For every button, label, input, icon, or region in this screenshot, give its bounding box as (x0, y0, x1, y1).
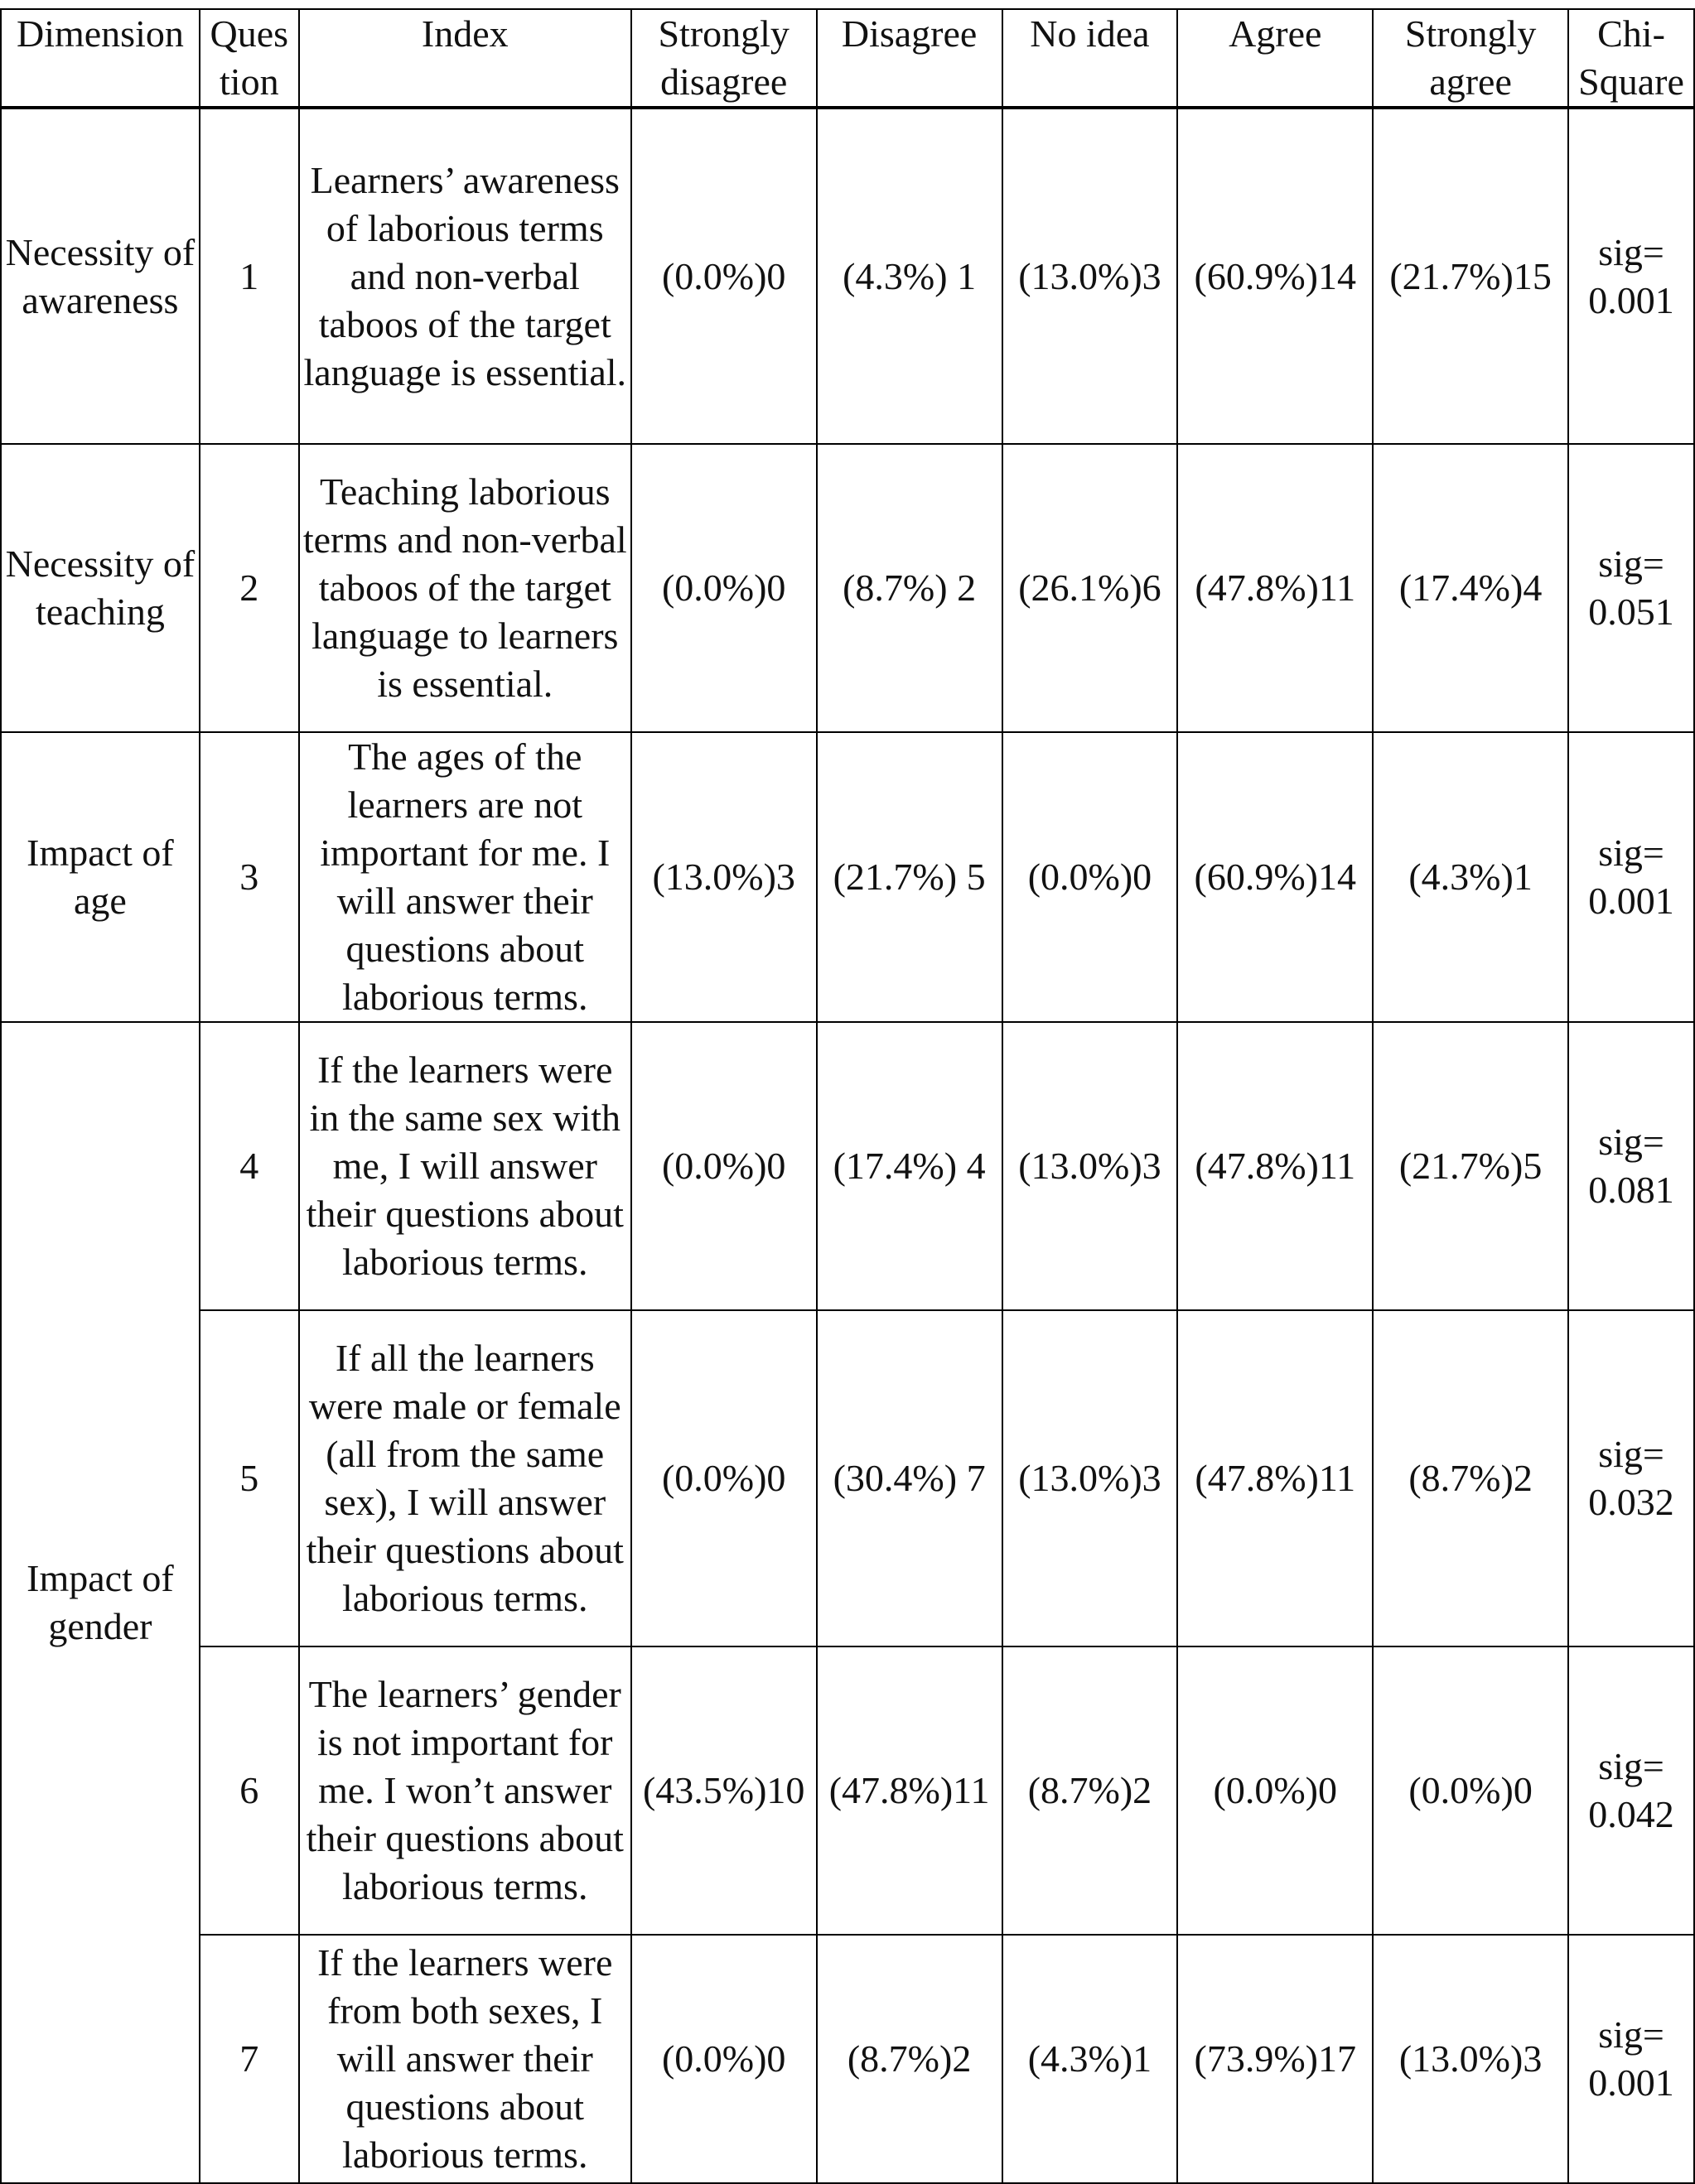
cell-no-idea: (8.7%)2 (1002, 1646, 1178, 1935)
cell-no-idea: (13.0%)3 (1002, 108, 1178, 444)
header-chi-square: Chi-Square (1568, 9, 1694, 108)
cell-agree: (60.9%)14 (1177, 108, 1373, 444)
cell-strongly-agree: (17.4%)4 (1373, 444, 1568, 732)
header-row (1, 9, 1694, 108)
header-agree: Agree (1177, 9, 1373, 108)
cell-agree: (60.9%)14 (1177, 732, 1373, 1022)
cell-disagree: (4.3%) 1 (817, 108, 1002, 444)
cell-dimension-merged: Impact of gender (1, 1022, 200, 2183)
cell-agree: (47.8%)11 (1177, 1022, 1373, 1310)
survey-results-table (0, 8, 1695, 2184)
table-row (1, 1935, 1694, 2183)
cell-question: 1 (200, 108, 299, 444)
cell-chi-square: sig= 0.032 (1568, 1310, 1694, 1646)
cell-strongly-disagree: (13.0%)3 (631, 732, 817, 1022)
header-strongly-disagree: Strongly disagree (631, 9, 817, 108)
header-index: Index (299, 9, 631, 108)
cell-strongly-agree: (21.7%)5 (1373, 1022, 1568, 1310)
cell-disagree: (8.7%)2 (817, 1935, 1002, 2183)
cell-index: If the learners were in the same sex with me, I will answer their questions about laborious terms. (299, 1022, 631, 1310)
header-dimension: Dimension (1, 9, 200, 108)
cell-strongly-disagree: (43.5%)10 (631, 1646, 817, 1935)
table-row (1, 444, 1694, 732)
table-row (1, 1310, 1694, 1646)
table-row (1, 1646, 1694, 1935)
cell-agree: (73.9%)17 (1177, 1935, 1373, 2183)
header-question: Ques tion (200, 9, 299, 108)
cell-strongly-disagree: (0.0%)0 (631, 1310, 817, 1646)
header-strongly-agree: Strongly agree (1373, 9, 1568, 108)
cell-disagree: (30.4%) 7 (817, 1310, 1002, 1646)
cell-index: Learners’ awareness of laborious terms and non-verbal taboos of the target language is essential. (299, 108, 631, 444)
cell-disagree: (8.7%) 2 (817, 444, 1002, 732)
cell-dimension: Necessity of awareness (1, 108, 200, 444)
cell-strongly-disagree: (0.0%)0 (631, 444, 817, 732)
cell-question: 6 (200, 1646, 299, 1935)
cell-question: 4 (200, 1022, 299, 1310)
cell-strongly-agree: (13.0%)3 (1373, 1935, 1568, 2183)
cell-index: The learners’ gender is not important for me. I won’t answer their questions about laborious terms. (299, 1646, 631, 1935)
cell-agree: (0.0%)0 (1177, 1646, 1373, 1935)
table-row (1, 1022, 1694, 1310)
table-row (1, 732, 1694, 1022)
cell-chi-square: sig= 0.001 (1568, 732, 1694, 1022)
cell-disagree: (17.4%) 4 (817, 1022, 1002, 1310)
cell-disagree: (47.8%)11 (817, 1646, 1002, 1935)
cell-question: 2 (200, 444, 299, 732)
cell-strongly-agree: (0.0%)0 (1373, 1646, 1568, 1935)
cell-strongly-agree: (4.3%)1 (1373, 732, 1568, 1022)
cell-no-idea: (26.1%)6 (1002, 444, 1178, 732)
cell-agree: (47.8%)11 (1177, 1310, 1373, 1646)
cell-index: The ages of the learners are not important for me. I will answer their questions about laborious terms. (299, 732, 631, 1022)
cell-question: 7 (200, 1935, 299, 2183)
cell-no-idea: (13.0%)3 (1002, 1022, 1178, 1310)
cell-strongly-disagree: (0.0%)0 (631, 108, 817, 444)
cell-chi-square: sig= 0.042 (1568, 1646, 1694, 1935)
cell-strongly-disagree: (0.0%)0 (631, 1022, 817, 1310)
cell-dimension: Necessity of teaching (1, 444, 200, 732)
cell-chi-square: sig= 0.081 (1568, 1022, 1694, 1310)
cell-strongly-disagree: (0.0%)0 (631, 1935, 817, 2183)
cell-strongly-agree: (21.7%)15 (1373, 108, 1568, 444)
cell-agree: (47.8%)11 (1177, 444, 1373, 732)
cell-no-idea: (4.3%)1 (1002, 1935, 1178, 2183)
header-disagree: Disagree (817, 9, 1002, 108)
cell-index: If all the learners were male or female (all from the same sex), I will answer their questions about laborious terms. (299, 1310, 631, 1646)
cell-dimension: Impact of age (1, 732, 200, 1022)
header-no-idea: No idea (1002, 9, 1178, 108)
cell-no-idea: (0.0%)0 (1002, 732, 1178, 1022)
cell-question: 5 (200, 1310, 299, 1646)
cell-disagree: (21.7%) 5 (817, 732, 1002, 1022)
cell-chi-square: sig= 0.051 (1568, 444, 1694, 732)
cell-strongly-agree: (8.7%)2 (1373, 1310, 1568, 1646)
cell-index: Teaching laborious terms and non-verbal taboos of the target language to learners is essential. (299, 444, 631, 732)
cell-index: If the learners were from both sexes, I will answer their questions about laborious terms. (299, 1935, 631, 2183)
cell-chi-square: sig= 0.001 (1568, 108, 1694, 444)
cell-chi-square: sig= 0.001 (1568, 1935, 1694, 2183)
cell-no-idea: (13.0%)3 (1002, 1310, 1178, 1646)
cell-question: 3 (200, 732, 299, 1022)
table-row (1, 108, 1694, 444)
